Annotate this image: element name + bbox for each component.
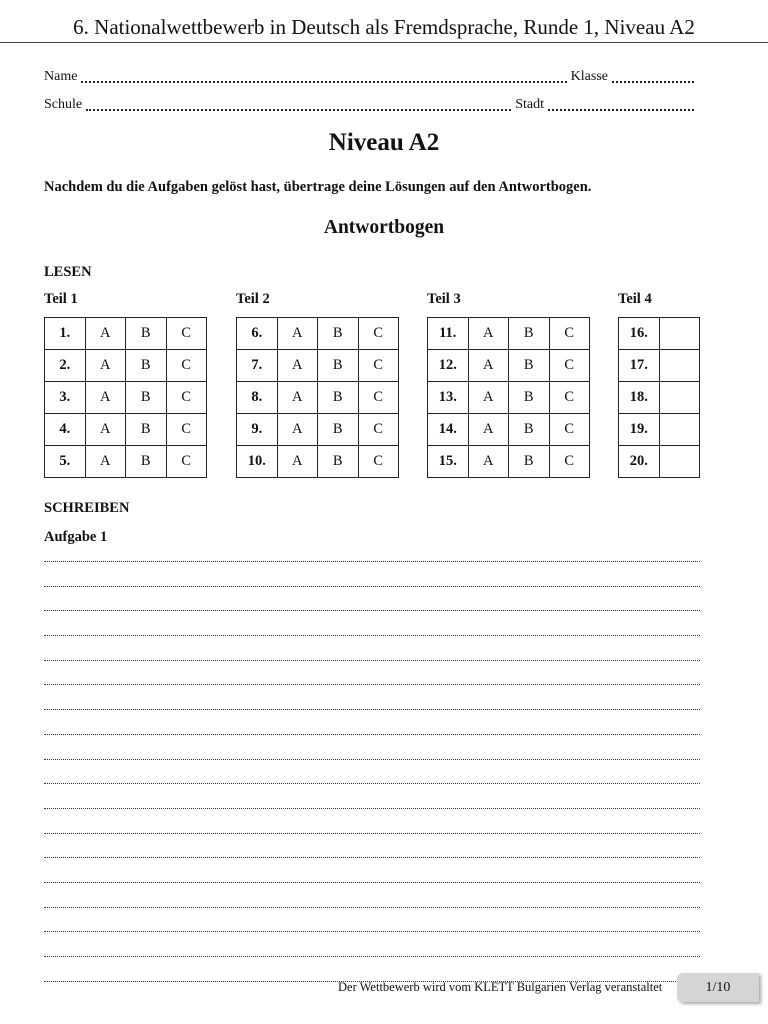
answer-row	[45, 350, 207, 382]
question-number: 6.	[237, 318, 278, 350]
writing-line[interactable]	[44, 857, 700, 858]
schule-label: Schule	[44, 97, 83, 112]
question-number: 12.	[428, 350, 469, 382]
answer-option-c[interactable]: C	[358, 350, 399, 382]
answer-row	[619, 446, 700, 478]
teil-2-label: Teil 2	[236, 291, 270, 307]
answer-row	[619, 382, 700, 414]
question-number: 14.	[428, 414, 469, 446]
answer-row	[619, 350, 700, 382]
teil-3-answer-table	[427, 317, 590, 478]
question-number: 16.	[619, 318, 660, 350]
answer-row	[45, 318, 207, 350]
answer-option-c[interactable]: C	[358, 318, 399, 350]
writing-line[interactable]	[44, 931, 700, 932]
writing-line[interactable]	[44, 635, 700, 636]
answer-option-c[interactable]: C	[358, 382, 399, 414]
question-number: 7.	[237, 350, 278, 382]
schreiben-label: SCHREIBEN	[44, 500, 130, 516]
answer-option-b[interactable]: B	[126, 446, 167, 478]
question-number: 13.	[428, 382, 469, 414]
answer-row	[428, 350, 590, 382]
answer-option-a[interactable]: A	[277, 446, 318, 478]
answer-option-a[interactable]: A	[468, 318, 509, 350]
answer-option-a[interactable]: A	[85, 318, 126, 350]
answer-option-c[interactable]: C	[358, 446, 399, 478]
answer-option-c[interactable]: C	[549, 446, 590, 478]
teil-4-answer-table	[618, 317, 700, 478]
answer-option-b[interactable]: B	[318, 318, 359, 350]
writing-line[interactable]	[44, 684, 700, 685]
answer-input-cell[interactable]	[659, 382, 700, 414]
answer-option-c[interactable]: C	[166, 382, 207, 414]
answer-option-b[interactable]: B	[126, 382, 167, 414]
question-number: 18.	[619, 382, 660, 414]
answer-option-b[interactable]: B	[126, 414, 167, 446]
question-number: 11.	[428, 318, 469, 350]
answer-option-b[interactable]: B	[318, 446, 359, 478]
answer-row	[237, 318, 399, 350]
page-header-title: 6. Nationalwettbewerb in Deutsch als Fremdsprache, Runde 1, Niveau A2	[73, 15, 695, 39]
answer-row	[45, 414, 207, 446]
answer-option-c[interactable]: C	[166, 318, 207, 350]
question-number: 10.	[237, 446, 278, 478]
klasse-label: Klasse	[570, 69, 608, 84]
writing-line[interactable]	[44, 808, 700, 809]
answer-option-b[interactable]: B	[509, 414, 550, 446]
answer-row	[237, 350, 399, 382]
writing-line[interactable]	[44, 610, 700, 611]
question-number: 3.	[45, 382, 86, 414]
writing-line[interactable]	[44, 734, 700, 735]
answer-option-a[interactable]: A	[85, 446, 126, 478]
answer-option-c[interactable]: C	[549, 350, 590, 382]
writing-line[interactable]	[44, 561, 700, 562]
question-number: 9.	[237, 414, 278, 446]
name-klasse-row	[44, 66, 698, 86]
answer-option-b[interactable]: B	[509, 318, 550, 350]
answer-option-b[interactable]: B	[318, 382, 359, 414]
answer-option-b[interactable]: B	[509, 446, 550, 478]
answer-option-a[interactable]: A	[85, 382, 126, 414]
answer-input-cell[interactable]	[659, 414, 700, 446]
answer-option-a[interactable]: A	[277, 350, 318, 382]
writing-line[interactable]	[44, 709, 700, 710]
question-number: 15.	[428, 446, 469, 478]
answer-option-c[interactable]: C	[166, 414, 207, 446]
answer-option-b[interactable]: B	[126, 350, 167, 382]
writing-line[interactable]	[44, 783, 700, 784]
answer-input-cell[interactable]	[659, 446, 700, 478]
answer-option-b[interactable]: B	[126, 318, 167, 350]
answer-option-b[interactable]: B	[509, 350, 550, 382]
stadt-field[interactable]	[548, 109, 694, 111]
question-number: 1.	[45, 318, 86, 350]
answer-input-cell[interactable]	[659, 318, 700, 350]
answer-row	[237, 446, 399, 478]
teil-1-label: Teil 1	[44, 291, 78, 307]
answer-row	[619, 414, 700, 446]
writing-line[interactable]	[44, 759, 700, 760]
answer-row	[237, 382, 399, 414]
answer-option-c[interactable]: C	[549, 318, 590, 350]
page-header	[0, 0, 768, 43]
answer-option-b[interactable]: B	[318, 414, 359, 446]
footer-text: Der Wettbewerb wird vom KLETT Bulgarien Verlag veranstaltet	[338, 980, 663, 994]
answer-row	[45, 382, 207, 414]
answer-row	[45, 446, 207, 478]
question-number: 8.	[237, 382, 278, 414]
answer-option-a[interactable]: A	[468, 414, 509, 446]
name-label: Name	[44, 69, 78, 84]
answer-option-c[interactable]: C	[549, 382, 590, 414]
writing-line[interactable]	[44, 833, 700, 834]
klasse-field[interactable]	[612, 81, 694, 83]
teil-1-answer-table	[44, 317, 207, 478]
answer-option-a[interactable]: A	[277, 318, 318, 350]
answer-option-c[interactable]: C	[358, 414, 399, 446]
teil-3-label: Teil 3	[427, 291, 461, 307]
level-heading: Niveau A2	[328, 129, 440, 156]
answer-sheet-heading: Antwortbogen	[323, 217, 445, 238]
answer-option-a[interactable]: A	[277, 382, 318, 414]
answer-option-c[interactable]: C	[549, 414, 590, 446]
aufgabe-1-label: Aufgabe 1	[44, 529, 108, 545]
answer-option-c[interactable]: C	[166, 446, 207, 478]
answer-row	[237, 414, 399, 446]
answer-input-cell[interactable]	[659, 350, 700, 382]
answer-option-c[interactable]: C	[166, 350, 207, 382]
answer-row	[428, 446, 590, 478]
answer-option-a[interactable]: A	[85, 414, 126, 446]
answer-row	[428, 414, 590, 446]
question-number: 4.	[45, 414, 86, 446]
answer-option-b[interactable]: B	[318, 350, 359, 382]
question-number: 5.	[45, 446, 86, 478]
answer-option-a[interactable]: A	[468, 446, 509, 478]
page-number-badge: 1/10	[677, 973, 759, 1002]
question-number: 17.	[619, 350, 660, 382]
answer-option-b[interactable]: B	[509, 382, 550, 414]
question-number: 2.	[45, 350, 86, 382]
stadt-label: Stadt	[515, 97, 544, 112]
question-number: 19.	[619, 414, 660, 446]
answer-row	[619, 318, 700, 350]
writing-line[interactable]	[44, 586, 700, 587]
schule-stadt-row	[44, 94, 698, 114]
name-field[interactable]	[81, 81, 566, 83]
schule-field[interactable]	[86, 109, 511, 111]
answer-option-a[interactable]: A	[468, 350, 509, 382]
writing-line[interactable]	[44, 660, 700, 661]
teil-2-answer-table	[236, 317, 399, 478]
question-number: 20.	[619, 446, 660, 478]
writing-line[interactable]	[44, 956, 700, 957]
lesen-label: LESEN	[44, 264, 92, 280]
answer-option-a[interactable]: A	[85, 350, 126, 382]
instruction-text: Nachdem du die Aufgaben gelöst hast, übertrage deine Lösungen auf den Antwortbogen.	[44, 179, 592, 195]
teil-4-label: Teil 4	[618, 291, 652, 307]
answer-row	[428, 318, 590, 350]
writing-line[interactable]	[44, 882, 700, 883]
answer-option-a[interactable]: A	[468, 382, 509, 414]
answer-option-a[interactable]: A	[277, 414, 318, 446]
answer-row	[428, 382, 590, 414]
writing-lines[interactable]	[44, 561, 700, 1005]
writing-line[interactable]	[44, 907, 700, 908]
